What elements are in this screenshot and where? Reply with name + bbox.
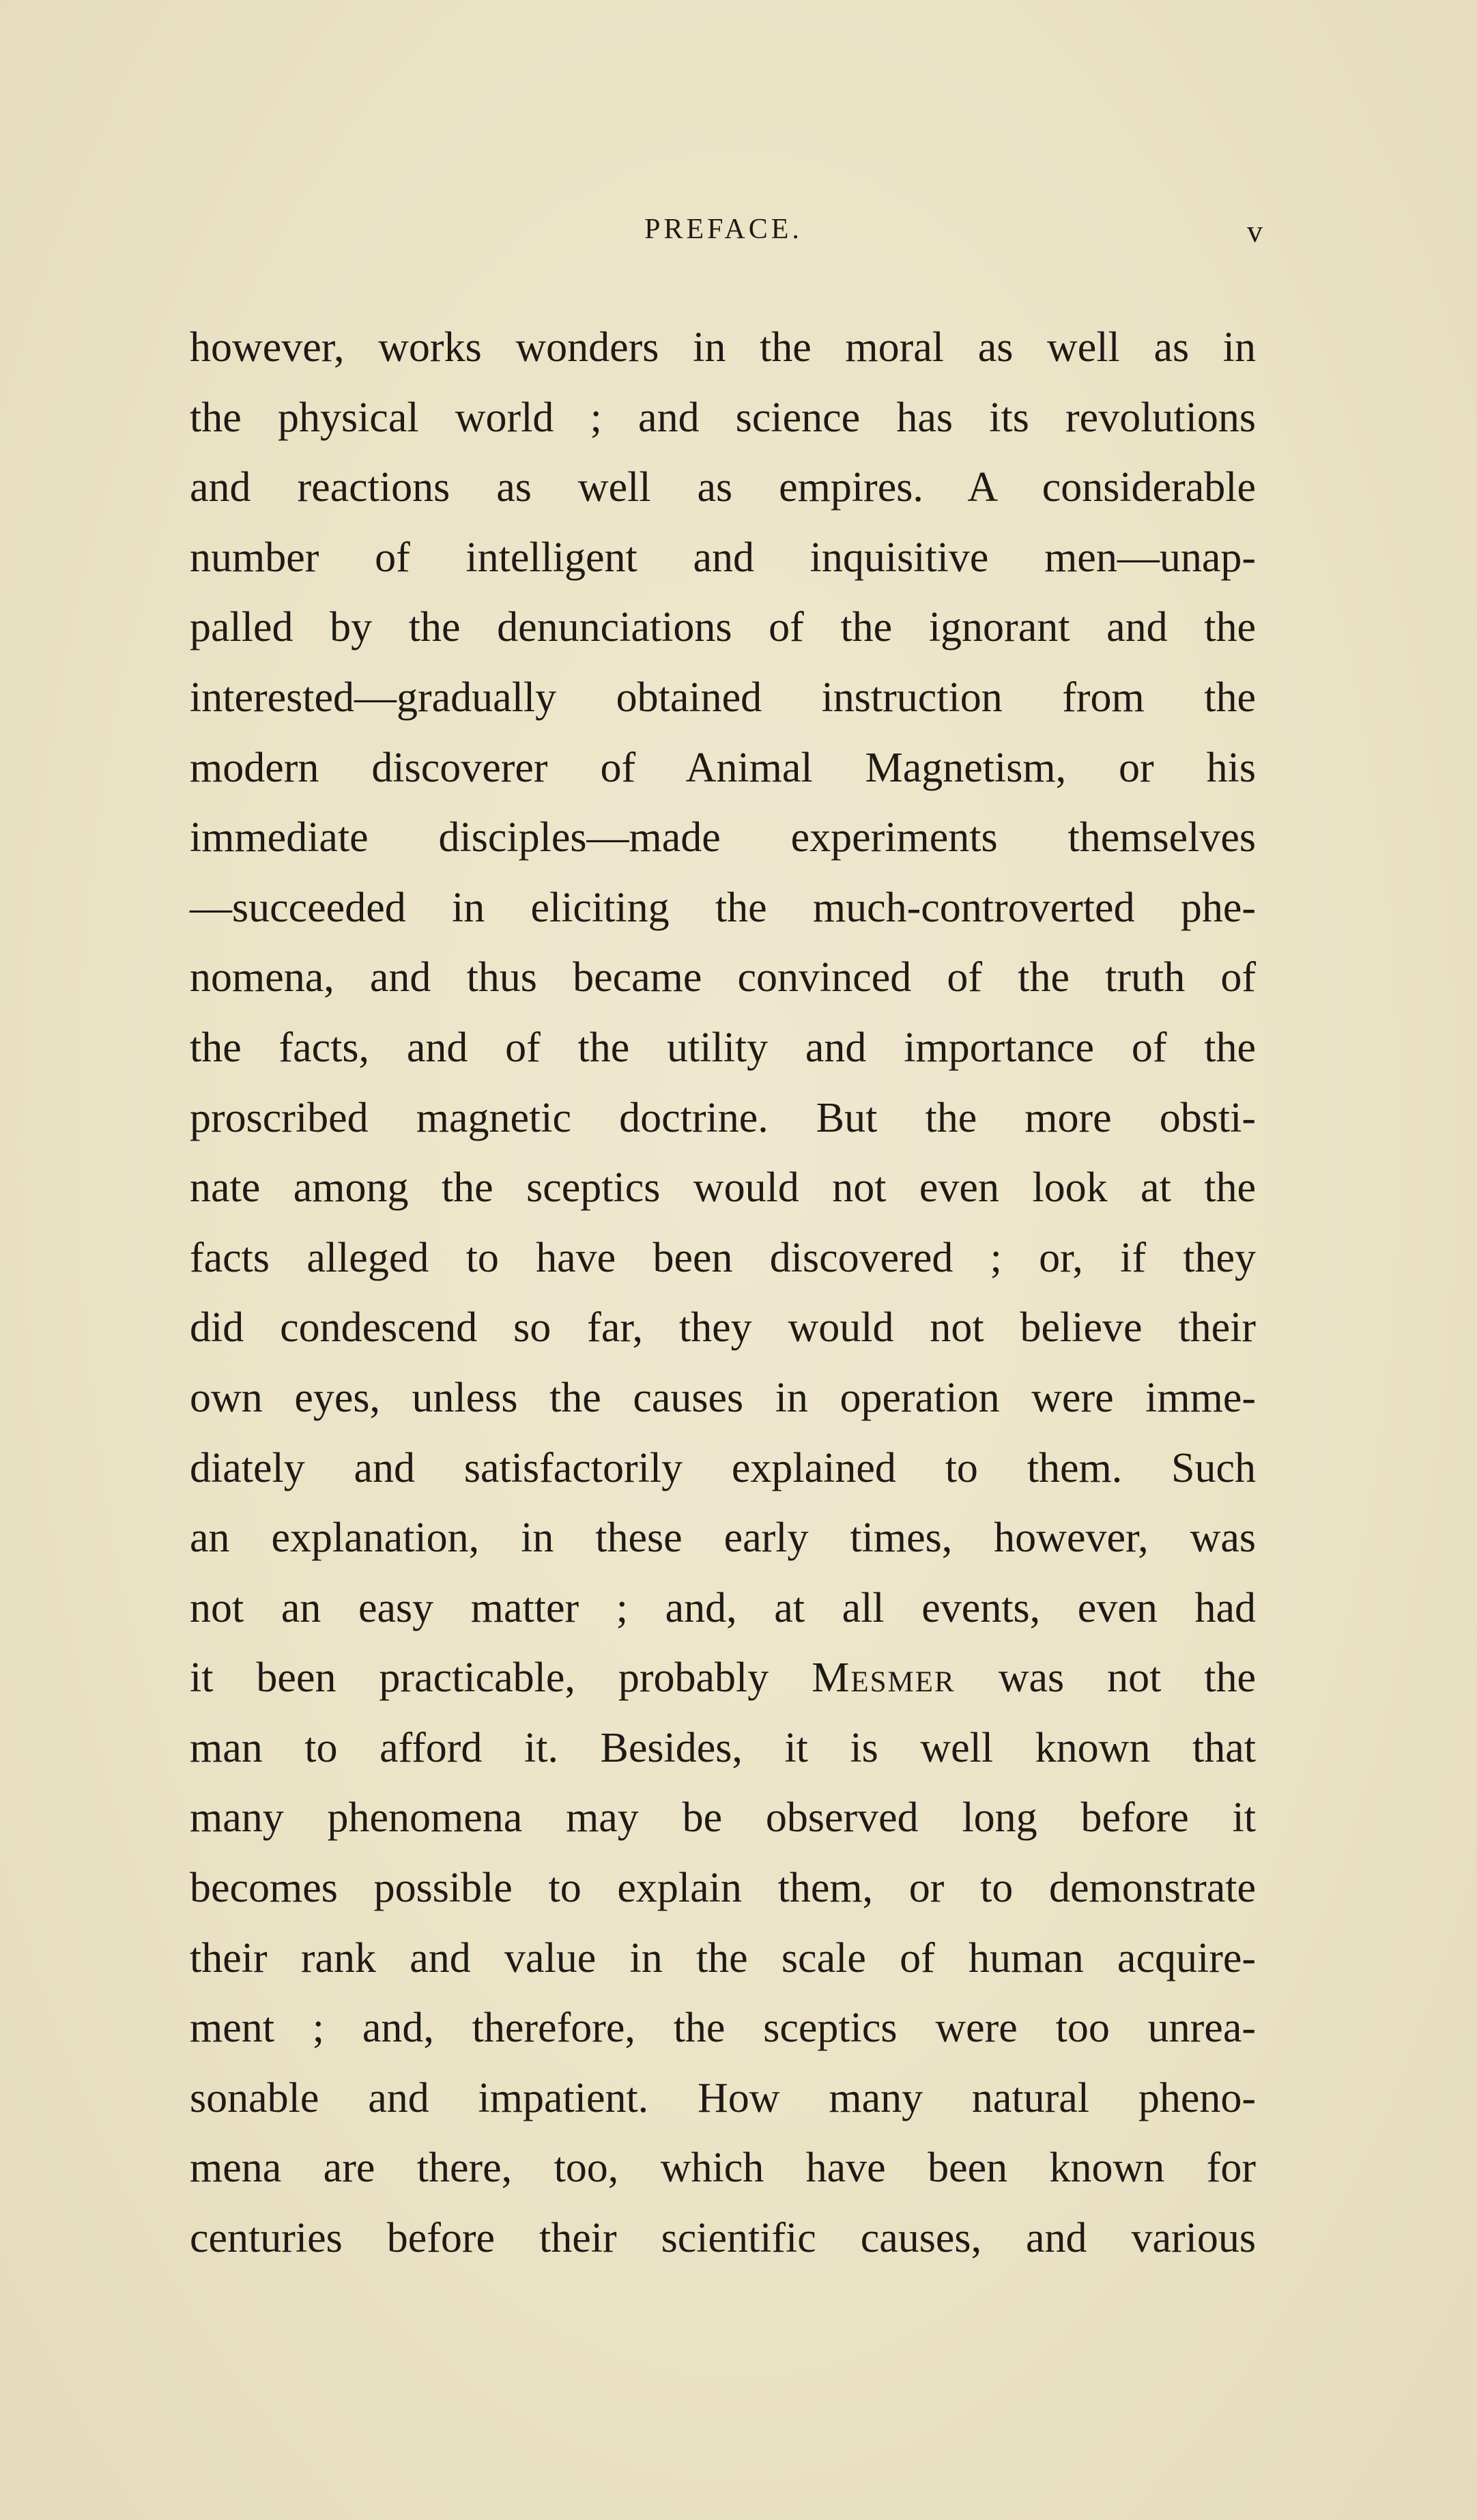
body-text (190, 313, 1256, 2274)
page-number: v (1247, 214, 1263, 248)
text-line: nomena, and thus became convinced of the truth of (190, 954, 1256, 1001)
text-line: not an easy matter ; and, at all events, even had (190, 1584, 1256, 1631)
text-line: man to afford it. Besides, it is well known that (190, 1724, 1256, 1771)
text-line: nate among the sceptics would not even look at the (190, 1164, 1256, 1212)
text-line: facts alleged to have been discovered ; or, if they (190, 1234, 1256, 1281)
running-title: PREFACE. (644, 214, 803, 245)
text-line: sonable and impatient. How many natural pheno- (190, 2074, 1256, 2121)
text-line: ment ; and, therefore, the sceptics were too unrea- (190, 2005, 1256, 2052)
text-line: immediate disciples—made experiments themselves (190, 814, 1256, 861)
text-line: centuries before their scientific causes, and various (190, 2215, 1256, 2262)
proper-name-mesmer: Mesmer (812, 1655, 956, 1702)
text-line: however, works wonders in the moral as well as in (190, 324, 1256, 371)
text-line-with-name (190, 1643, 1256, 1713)
text-line: modern discoverer of Animal Magnetism, or his (190, 744, 1256, 791)
text-line: —succeeded in eliciting the much-controverted phe- (190, 884, 1256, 931)
text-line: number of intelligent and inquisitive men—unap- (190, 534, 1256, 581)
text-line: an explanation, in these early times, however, was (190, 1515, 1256, 1562)
text-line: did condescend so far, they would not believe their (190, 1304, 1256, 1351)
text-segment: was not the (998, 1655, 1257, 1702)
text-line: many phenomena may be observed long before it (190, 1794, 1256, 1842)
text-segment: it been practicable, probably (190, 1655, 769, 1702)
text-line: their rank and value in the scale of human acquire- (190, 1934, 1256, 1981)
text-line: palled by the denunciations of the ignorant and the (190, 604, 1256, 651)
text-line: mena are there, too, which have been known for (190, 2145, 1256, 2192)
text-line: interested—gradually obtained instruction from the (190, 674, 1256, 721)
text-line: own eyes, unless the causes in operation were imme- (190, 1374, 1256, 1421)
text-line: proscribed magnetic doctrine. But the more obsti- (190, 1094, 1256, 1141)
page-header (191, 213, 1263, 254)
text-line: diately and satisfactorily explained to them. Such (190, 1444, 1256, 1491)
text-line: becomes possible to explain them, or to demonstrate (190, 1865, 1256, 1912)
text-line: the physical world ; and science has its revolutions (190, 394, 1256, 441)
text-line: and reactions as well as empires. A considerable (190, 464, 1256, 511)
text-line: the facts, and of the utility and importance of the (190, 1024, 1256, 1071)
